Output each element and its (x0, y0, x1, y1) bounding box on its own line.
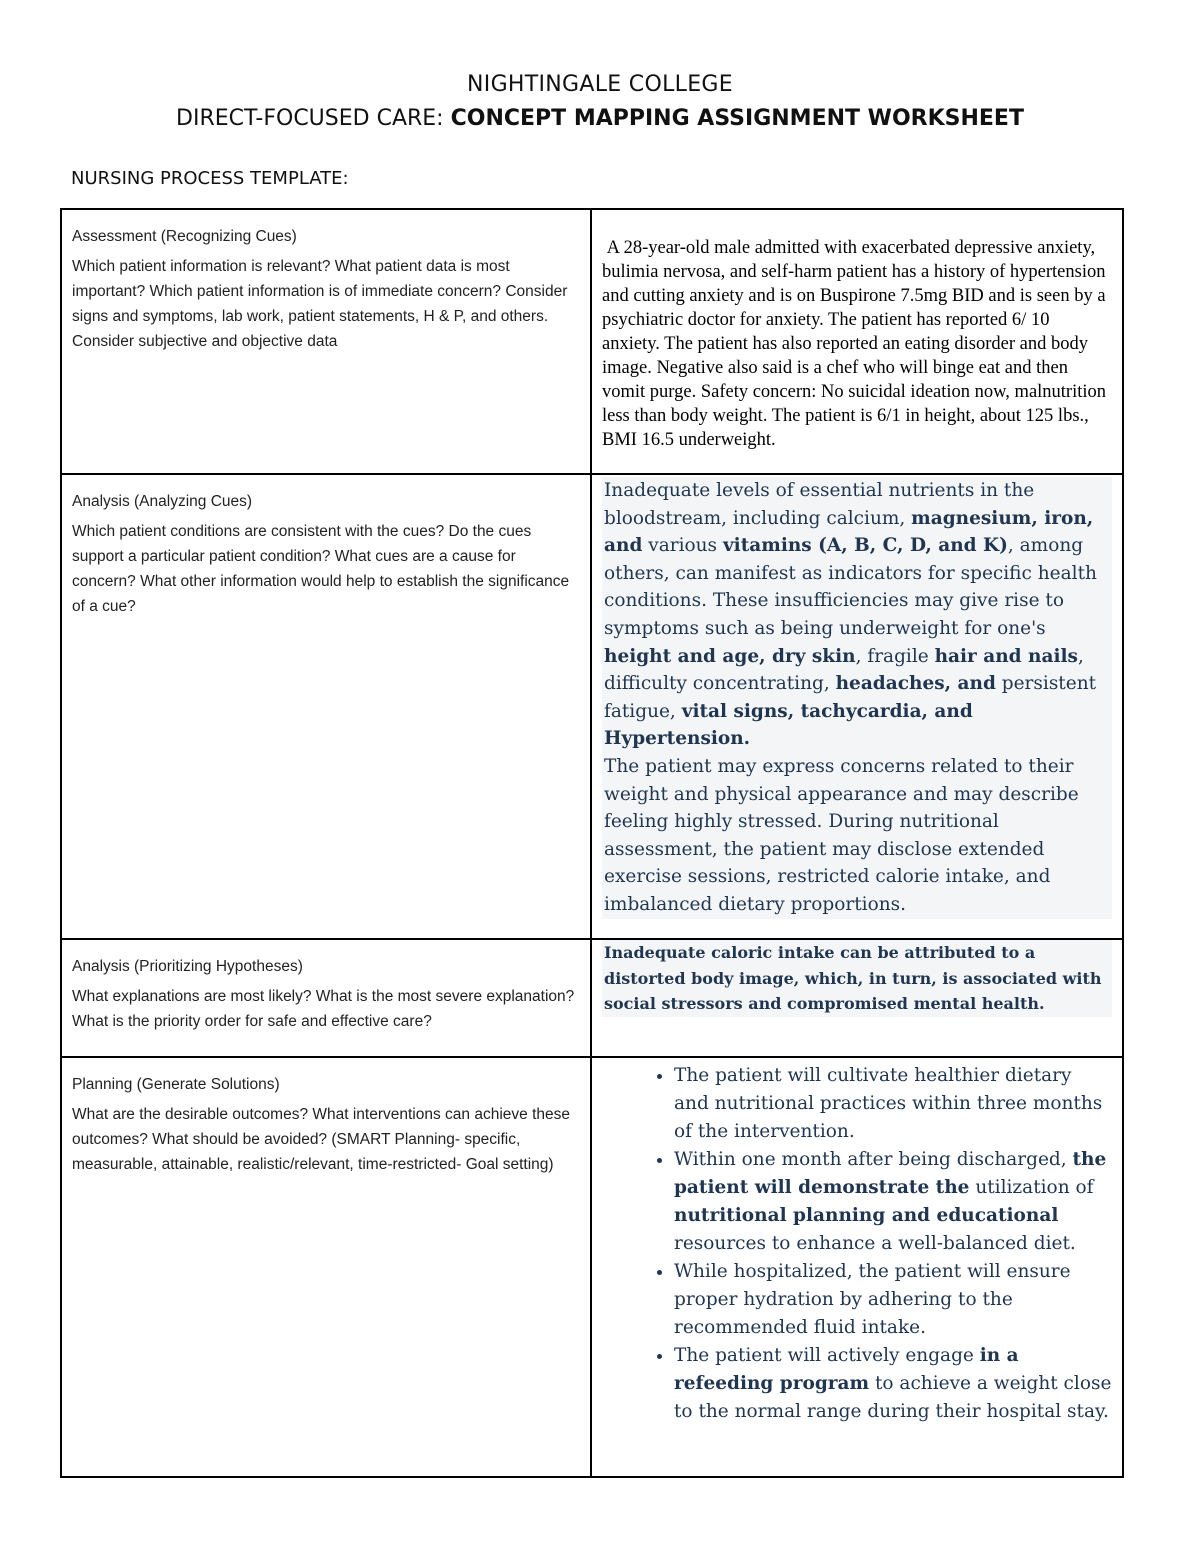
list-item: • The patient will actively engage in a refeeding program to achieve a weight close to the normal range during their hospital stay. (674, 1342, 1112, 1426)
table-row-assessment (61, 209, 1123, 474)
analyzing-prompt-cell (61, 474, 591, 939)
planning-answer-cell (591, 1057, 1123, 1477)
analyzing-answer: Inadequate levels of essential nutrients in the bloodstream, including calcium, magnesium, iron, and various vitamins (A, B, C, D, and K), among others, can manifest as indicators for specific health conditions. These insufficiencies may give rise to symptoms such as being underweight for one's height and age, dry skin, fragile hair and nails, difficulty concentrating, headaches, and persistent fatigue, vital signs, tachycardia, and Hypertension. The patient may express concerns related to their weight and physical appearance and may describe feeling highly stressed. During nutritional assessment, the patient may disclose extended exercise sessions, restricted calorie intake, and imbalanced dietary proportions. (602, 477, 1112, 919)
table-row-planning (61, 1057, 1123, 1477)
planning-prompt-cell (61, 1057, 591, 1477)
assessment-prompt: Which patient information is relevant? What patient data is most important? Which patient information is of immediate concern? Consider signs and symptoms, lab work, patient statements, H & P, and others. Consider subjective and objective data (72, 258, 568, 350)
course-title: CONCEPT MAPPING ASSIGNMENT WORKSHEET (450, 106, 1024, 131)
table-row-prioritizing (61, 939, 1123, 1057)
worksheet-title (0, 106, 1200, 131)
planning-heading: Planning (Generate Solutions) (72, 1076, 280, 1093)
nursing-process-table (60, 208, 1124, 1478)
prioritizing-answer: Inadequate caloric intake can be attributed to a distorted body image, which, in turn, is associated with social stressors and compromised mental health. (602, 940, 1112, 1017)
template-label: NURSING PROCESS TEMPLATE: (71, 168, 349, 189)
list-item: • The patient will cultivate healthier dietary and nutritional practices within three months of the intervention. (674, 1062, 1112, 1146)
analyzing-answer-cell (591, 474, 1123, 939)
analyzing-heading: Analysis (Analyzing Cues) (72, 493, 253, 510)
prioritizing-answer-cell (591, 939, 1123, 1057)
prioritizing-heading: Analysis (Prioritizing Hypotheses) (72, 958, 303, 975)
analyzing-prompt: Which patient conditions are consistent with the cues? Do the cues support a particular patient condition? What cues are a cause for concern? What other information would help to establish the significance of a cue? (72, 523, 570, 615)
course-prefix: DIRECT-FOCUSED CARE: (176, 106, 451, 131)
planning-prompt: What are the desirable outcomes? What interventions can achieve these outcomes? What should be avoided? (SMART Planning- specific, measurable, attainable, realistic/relevant, time-restricted- Goal setting) (72, 1106, 570, 1173)
assessment-answer-cell (591, 209, 1123, 474)
assessment-answer: A 28-year-old male admitted with exacerbated depressive anxiety, bulimia nervosa, and self-harm patient has a history of hypertension and cutting anxiety and is on Buspirone 7.5mg BID and is seen by a psychiatric doctor for anxiety. The patient has reported 6/ 10 anxiety. The patient has also reported an eating disorder and body image. Negative also said is a chef who will binge eat and then vomit purge. Safety concern: No suicidal ideation now, malnutrition less than body weight. The patient is 6/1 in height, about 125 lbs., BMI 16.5 underweight. (602, 238, 1111, 450)
planning-goals-list (592, 1062, 1112, 1426)
table-row-analyzing-cues (61, 474, 1123, 939)
prioritizing-prompt: What explanations are most likely? What is the most severe explanation? What is the priority order for safe and effective care? (72, 988, 575, 1030)
prioritizing-prompt-cell (61, 939, 591, 1057)
list-item: • Within one month after being discharged, the patient will demonstrate the utilization of nutritional planning and educational resources to enhance a well-balanced diet. (674, 1146, 1112, 1258)
list-item: • While hospitalized, the patient will ensure proper hydration by adhering to the recommended fluid intake. (674, 1258, 1112, 1342)
assessment-heading: Assessment (Recognizing Cues) (72, 228, 297, 245)
assessment-prompt-cell (61, 209, 591, 474)
college-name: NIGHTINGALE COLLEGE (467, 72, 733, 97)
